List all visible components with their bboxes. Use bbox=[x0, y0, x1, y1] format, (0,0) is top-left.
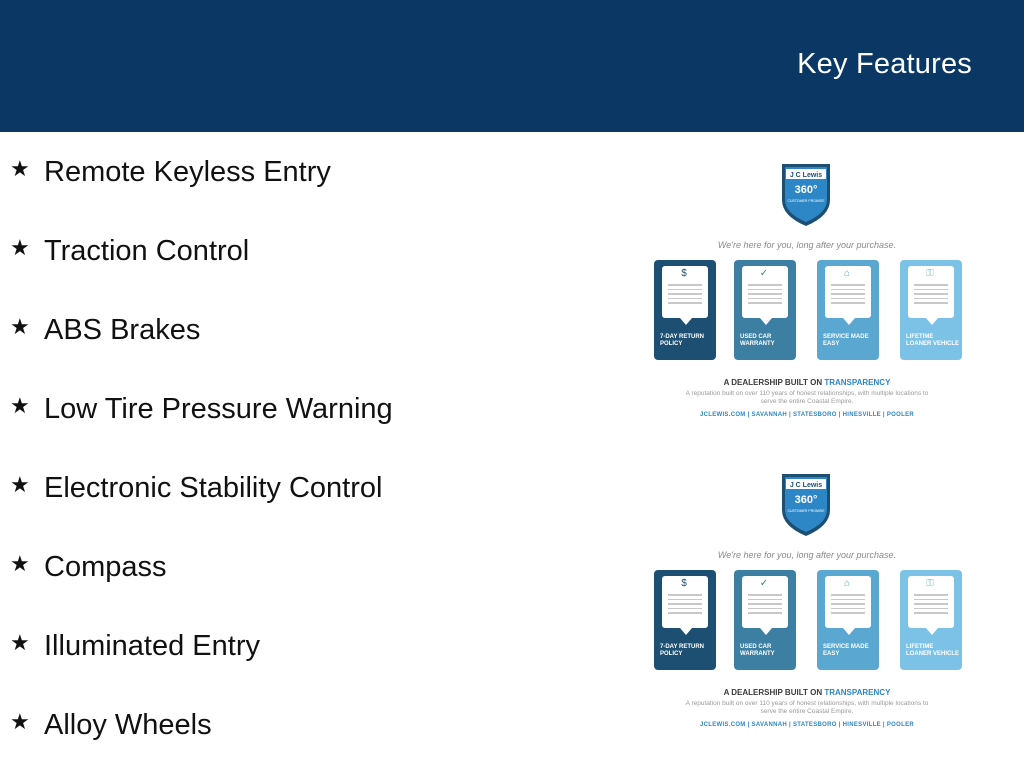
feature-label: ABS Brakes bbox=[44, 314, 201, 346]
list-item bbox=[10, 229, 393, 308]
feature-label: Illuminated Entry bbox=[44, 630, 260, 662]
svg-text:CUSTOMER PROMISE: CUSTOMER PROMISE bbox=[787, 199, 825, 203]
promise-card bbox=[734, 570, 796, 670]
list-item bbox=[10, 545, 393, 624]
list-item bbox=[10, 624, 393, 703]
card-label: 7-DAY RETURN POLICY bbox=[660, 334, 705, 347]
promo-tagline: We're here for you, long after your purchase. bbox=[717, 240, 897, 250]
list-item bbox=[10, 308, 393, 387]
feature-label: Remote Keyless Entry bbox=[44, 156, 331, 188]
car-key-icon: ⚿ bbox=[926, 578, 934, 589]
star-icon: ★ bbox=[10, 314, 30, 339]
star-icon: ★ bbox=[10, 235, 30, 260]
promo-locations: JCLEWIS.COM | SAVANNAH | STATESBORO | HINESVILLE | POOLER bbox=[699, 722, 915, 728]
promise-cards bbox=[654, 260, 960, 360]
header-bar bbox=[0, 0, 1024, 132]
feature-label: Electronic Stability Control bbox=[44, 472, 383, 504]
star-icon: ★ bbox=[10, 393, 30, 418]
list-item bbox=[10, 387, 393, 466]
svg-text:360°: 360° bbox=[794, 184, 818, 196]
customer-promise-image bbox=[648, 470, 966, 740]
promo-tagline: We're here for you, long after your purchase. bbox=[717, 550, 897, 560]
dollar-icon: $ bbox=[681, 578, 687, 589]
card-label: SERVICE MADE EASY bbox=[823, 644, 869, 657]
promise-card bbox=[654, 260, 716, 360]
svg-text:360°: 360° bbox=[794, 494, 818, 506]
svg-text:J C Lewis: J C Lewis bbox=[789, 172, 823, 179]
customer-promise-image bbox=[648, 160, 966, 430]
list-item bbox=[10, 150, 393, 229]
list-item bbox=[10, 703, 393, 782]
feature-list bbox=[10, 150, 393, 782]
jc-lewis-360-logo-icon bbox=[778, 470, 834, 540]
card-label: 7-DAY RETURN POLICY bbox=[660, 644, 705, 657]
promise-card bbox=[900, 570, 962, 670]
feature-label: Alloy Wheels bbox=[44, 709, 212, 741]
jc-lewis-360-logo-icon bbox=[778, 160, 834, 230]
check-badge-icon: ✓ bbox=[759, 578, 769, 589]
feature-label: Compass bbox=[44, 551, 167, 583]
promise-card bbox=[900, 260, 962, 360]
house-car-icon: ⌂ bbox=[843, 268, 851, 279]
star-icon: ★ bbox=[10, 630, 30, 655]
check-badge-icon: ✓ bbox=[759, 268, 769, 279]
feature-label: Traction Control bbox=[44, 235, 250, 267]
promo-heading: A DEALERSHIP BUILT ON TRANSPARENCY bbox=[723, 688, 891, 697]
card-label: LIFETIME LOANER VEHICLE bbox=[906, 334, 960, 347]
promise-card bbox=[817, 570, 879, 670]
list-item bbox=[10, 466, 393, 545]
star-icon: ★ bbox=[10, 709, 30, 734]
svg-text:CUSTOMER PROMISE: CUSTOMER PROMISE bbox=[787, 509, 825, 513]
star-icon: ★ bbox=[10, 156, 30, 181]
card-label: SERVICE MADE EASY bbox=[823, 334, 869, 347]
car-key-icon: ⚿ bbox=[926, 268, 934, 279]
card-label: USED CAR WARRANTY bbox=[740, 644, 775, 657]
promise-card bbox=[817, 260, 879, 360]
promo-subtext: A reputation built on over 110 years of honest relationships, with multiple locations to serve the entire Coastal Empire. bbox=[685, 390, 929, 405]
promise-cards bbox=[654, 570, 960, 670]
card-label: LIFETIME LOANER VEHICLE bbox=[906, 644, 960, 657]
promise-card bbox=[734, 260, 796, 360]
svg-text:J C Lewis: J C Lewis bbox=[789, 482, 823, 489]
promo-locations: JCLEWIS.COM | SAVANNAH | STATESBORO | HINESVILLE | POOLER bbox=[699, 412, 915, 418]
star-icon: ★ bbox=[10, 551, 30, 576]
page-title: Key Features bbox=[797, 48, 972, 80]
star-icon: ★ bbox=[10, 472, 30, 497]
promo-subtext: A reputation built on over 110 years of honest relationships, with multiple locations to serve the entire Coastal Empire. bbox=[685, 700, 929, 715]
house-car-icon: ⌂ bbox=[843, 578, 851, 589]
feature-label: Low Tire Pressure Warning bbox=[44, 393, 393, 425]
dollar-icon: $ bbox=[681, 268, 687, 279]
promise-card bbox=[654, 570, 716, 670]
promo-heading: A DEALERSHIP BUILT ON TRANSPARENCY bbox=[723, 378, 891, 387]
card-label: USED CAR WARRANTY bbox=[740, 334, 775, 347]
